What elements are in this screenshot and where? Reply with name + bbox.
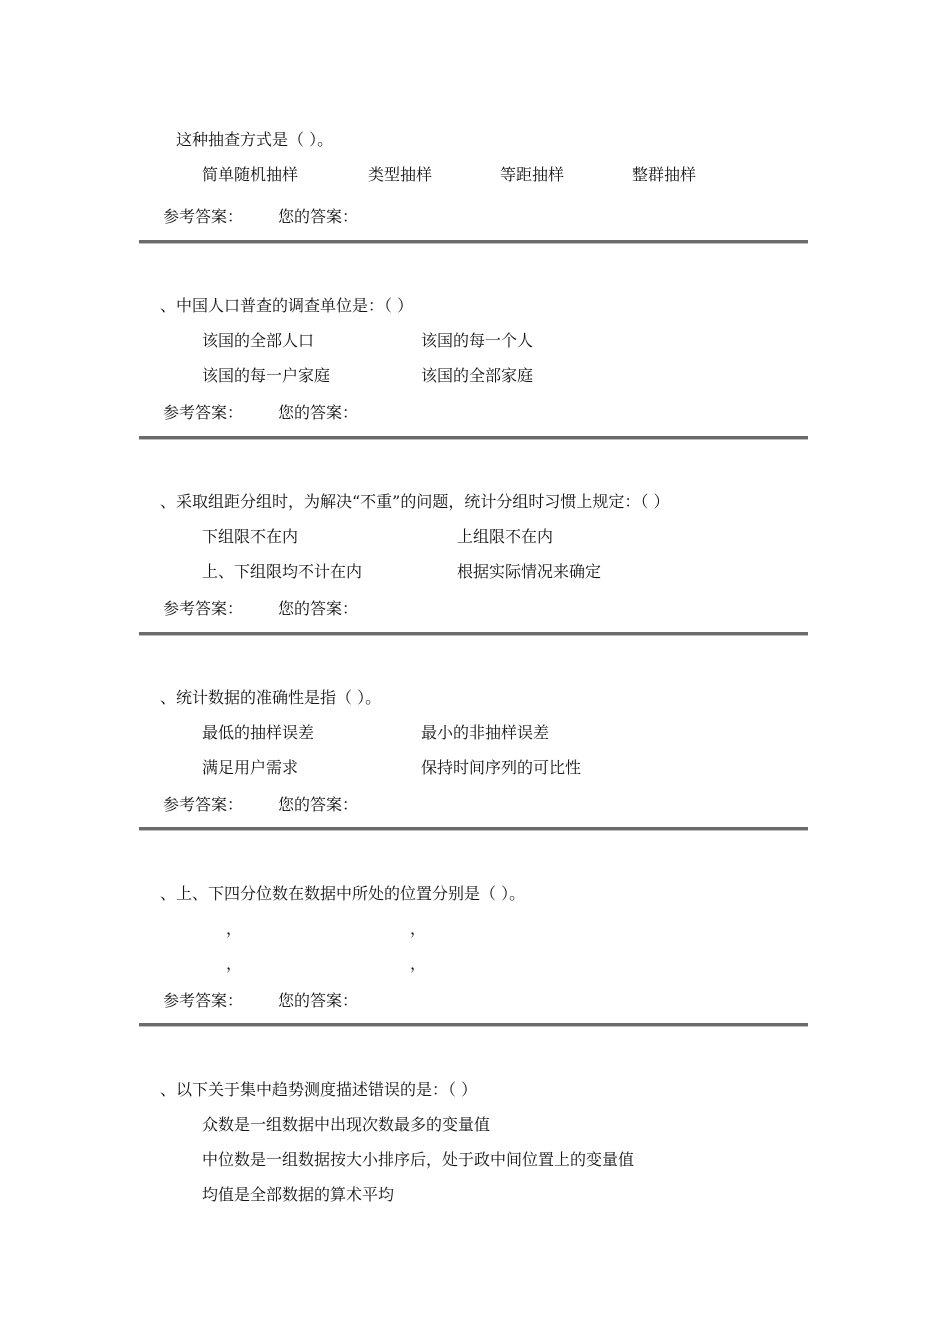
question-stem: 、上、下四分位数在数据中所处的位置分别是（ ）。 [160, 884, 526, 903]
option-a[interactable]: 简单随机抽样 [202, 165, 299, 184]
option-d[interactable]: ， [410, 954, 427, 973]
reference-answer-label: 参考答案： [163, 795, 244, 814]
option-a[interactable]: 下组限不在内 [202, 527, 299, 546]
option-c[interactable]: 满足用户需求 [202, 758, 299, 777]
reference-answer-label: 参考答案： [163, 599, 244, 618]
question-stem: 这种抽查方式是（ ）。 [176, 130, 334, 149]
option-d[interactable]: 保持时间序列的可比性 [421, 758, 582, 777]
question-stem: 、以下关于集中趋势测度描述错误的是：（ ） [160, 1080, 478, 1099]
option-c[interactable]: 上、下组限均不计在内 [202, 562, 363, 581]
your-answer-label: 您的答案： [278, 795, 359, 814]
option-b[interactable]: 最小的非抽样误差 [421, 723, 550, 742]
option-a[interactable]: 该国的全部人口 [202, 331, 315, 350]
option-a[interactable]: ， [226, 919, 243, 938]
option-b[interactable]: 中位数是一组数据按大小排序后，处于政中间位置上的变量值 [202, 1150, 635, 1169]
option-b[interactable]: 该国的每一个人 [421, 331, 534, 350]
reference-answer-label: 参考答案： [163, 403, 244, 422]
option-c[interactable]: 该国的每一户家庭 [202, 366, 331, 385]
divider [139, 827, 808, 831]
your-answer-label: 您的答案： [278, 403, 359, 422]
option-b[interactable]: 上组限不在内 [457, 527, 554, 546]
option-c[interactable]: 均值是全部数据的算术平均 [202, 1185, 395, 1204]
option-d[interactable]: 整群抽样 [632, 165, 697, 184]
divider [139, 1023, 808, 1027]
divider [139, 436, 808, 440]
reference-answer-label: 参考答案： [163, 991, 244, 1010]
option-c[interactable]: 等距抽样 [500, 165, 565, 184]
your-answer-label: 您的答案： [278, 599, 359, 618]
your-answer-label: 您的答案： [278, 991, 359, 1010]
option-b[interactable]: ， [410, 919, 427, 938]
divider [139, 632, 808, 636]
option-a[interactable]: 最低的抽样误差 [202, 723, 315, 742]
option-d[interactable]: 根据实际情况来确定 [457, 562, 602, 581]
your-answer-label: 您的答案： [278, 207, 359, 226]
option-a[interactable]: 众数是一组数据中出现次数最多的变量值 [202, 1115, 491, 1134]
option-c[interactable]: ， [226, 954, 243, 973]
option-d[interactable]: 该国的全部家庭 [421, 366, 534, 385]
reference-answer-label: 参考答案： [163, 207, 244, 226]
question-stem: 、中国人口普查的调查单位是：（ ） [160, 296, 414, 315]
divider [139, 240, 808, 244]
question-stem: 、统计数据的准确性是指（ ）。 [160, 688, 382, 707]
option-b[interactable]: 类型抽样 [368, 165, 433, 184]
question-stem: 、采取组距分组时，为解决“不重”的问题，统计分组时习惯上规定：（ ） [160, 492, 670, 511]
